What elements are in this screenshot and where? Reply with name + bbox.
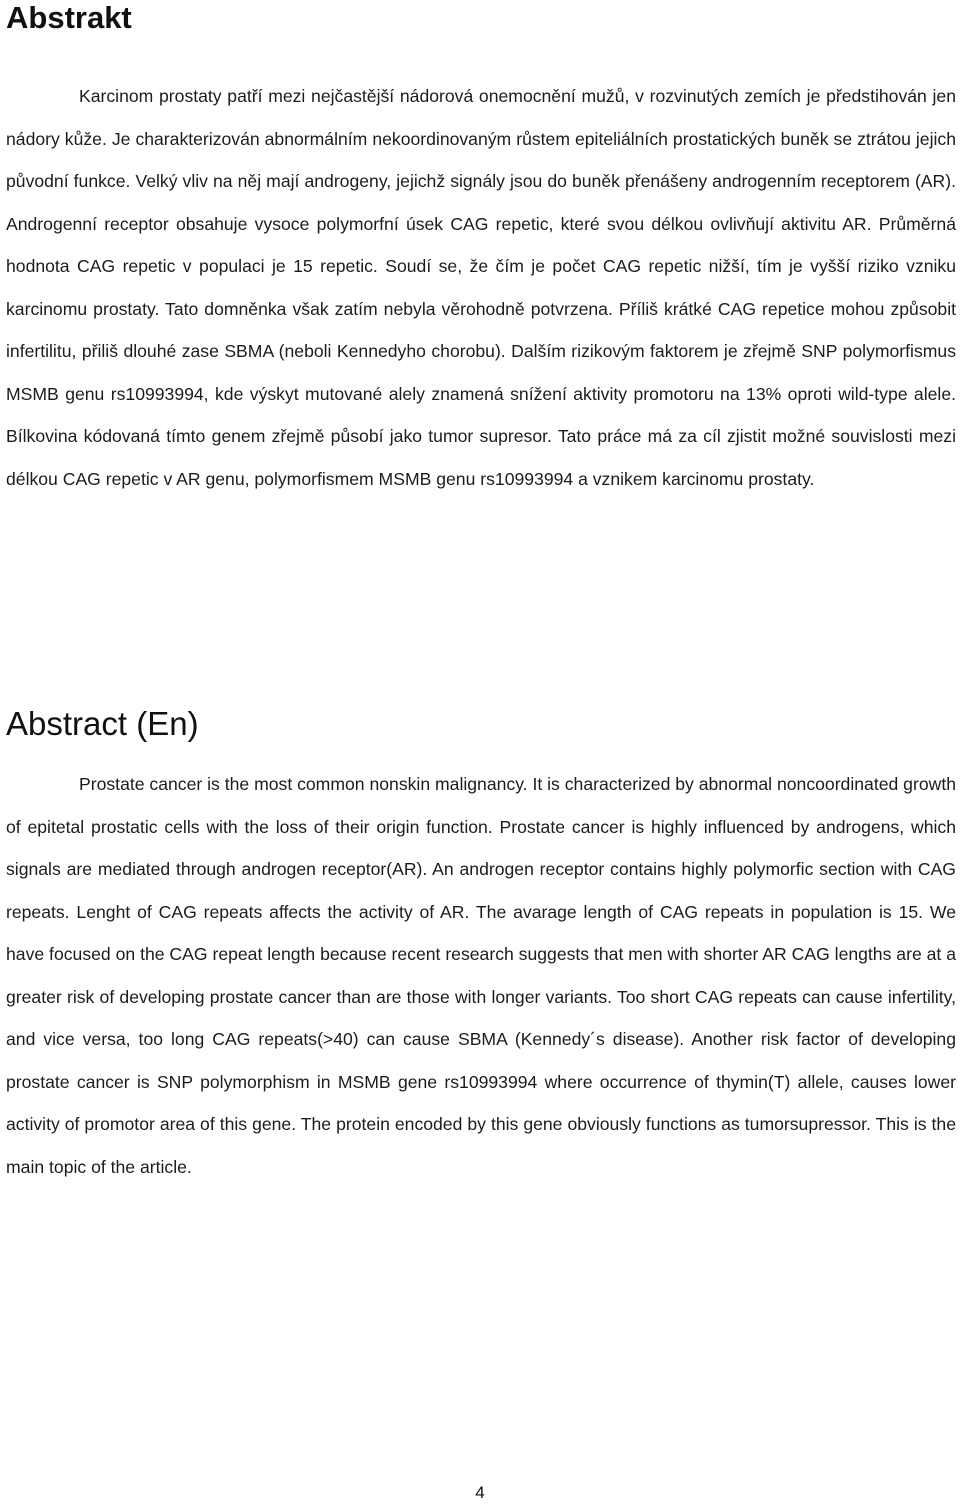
abstract-czech-paragraph: Karcinom prostaty patří mezi nejčastější nádorová onemocnění mužů, v rozvinutých zemích je předstihován jen nádory kůže. Je charakterizován abnormálním nekoordinovaným růstem epiteliálních prostatických buněk se ztrátou jejich původní funkce. Velký vliv na něj mají androgeny, jejichž signály jsou do buněk přenášeny androgenním receptorem (AR). Androgenní receptor obsahuje vysoce polymorfní úsek CAG repetic, které svou délkou ovlivňují aktivitu AR. Průměrná hodnota CAG repetic v populaci je 15 repetic. Soudí se, že čím je počet CAG repetic nižší, tím je vyšší riziko vzniku karcinomu prostaty. Tato domněnka však zatím nebyla věrohodně potvrzena. Příliš krátké CAG repetice mohou způsobit infertilitu, přiliš dlouhé zase SBMA (neboli Kennedyho chorobu). Dalším rizikovým faktorem je zřejmě SNP polymorfismus MSMB genu rs10993994, kde výskyt mutované alely znamená snížení aktivity promotoru na 13% oproti wild-type alele. Bílkovina kódovaná tímto genem zřejmě působí jako tumor supresor. Tato práce má za cíl zjistit možné souvislosti mezi délkou CAG repetic v AR genu, polymorfismem MSMB genu rs10993994 a vznikem karcinomu prostaty. [6,86,956,489]
heading-abstrakt: Abstrakt [6,0,132,35]
abstract-english-paragraph: Prostate cancer is the most common nonskin malignancy. It is characterized by abnormal noncoordinated growth of epitetal prostatic cells with the loss of their origin function. Prostate cancer is highly influenced by androgens, which signals are mediated through androgen receptor(AR). An androgen receptor contains highly polymorfic section with CAG repeats. Lenght of CAG repeats affects the activity of AR. The avarage length of CAG repeats in population is 15. We have focused on the CAG repeat length because recent research suggests that men with shorter AR CAG lengths are at a greater risk of developing prostate cancer than are those with longer variants. Too short CAG repeats can cause infertility, and vice versa, too long CAG repeats(>40) can cause SBMA (Kennedy´s disease). Another risk factor of developing prostate cancer is SNP polymorphism in MSMB gene rs10993994 where occurrence of thymin(T) allele, causes lower activity of promotor area of this gene. The protein encoded by this gene obviously functions as tumorsupressor. This is the main topic of the article. [6,774,956,1177]
heading-abstract-en: Abstract (En) [6,705,199,742]
page-number: 4 [475,1483,485,1502]
